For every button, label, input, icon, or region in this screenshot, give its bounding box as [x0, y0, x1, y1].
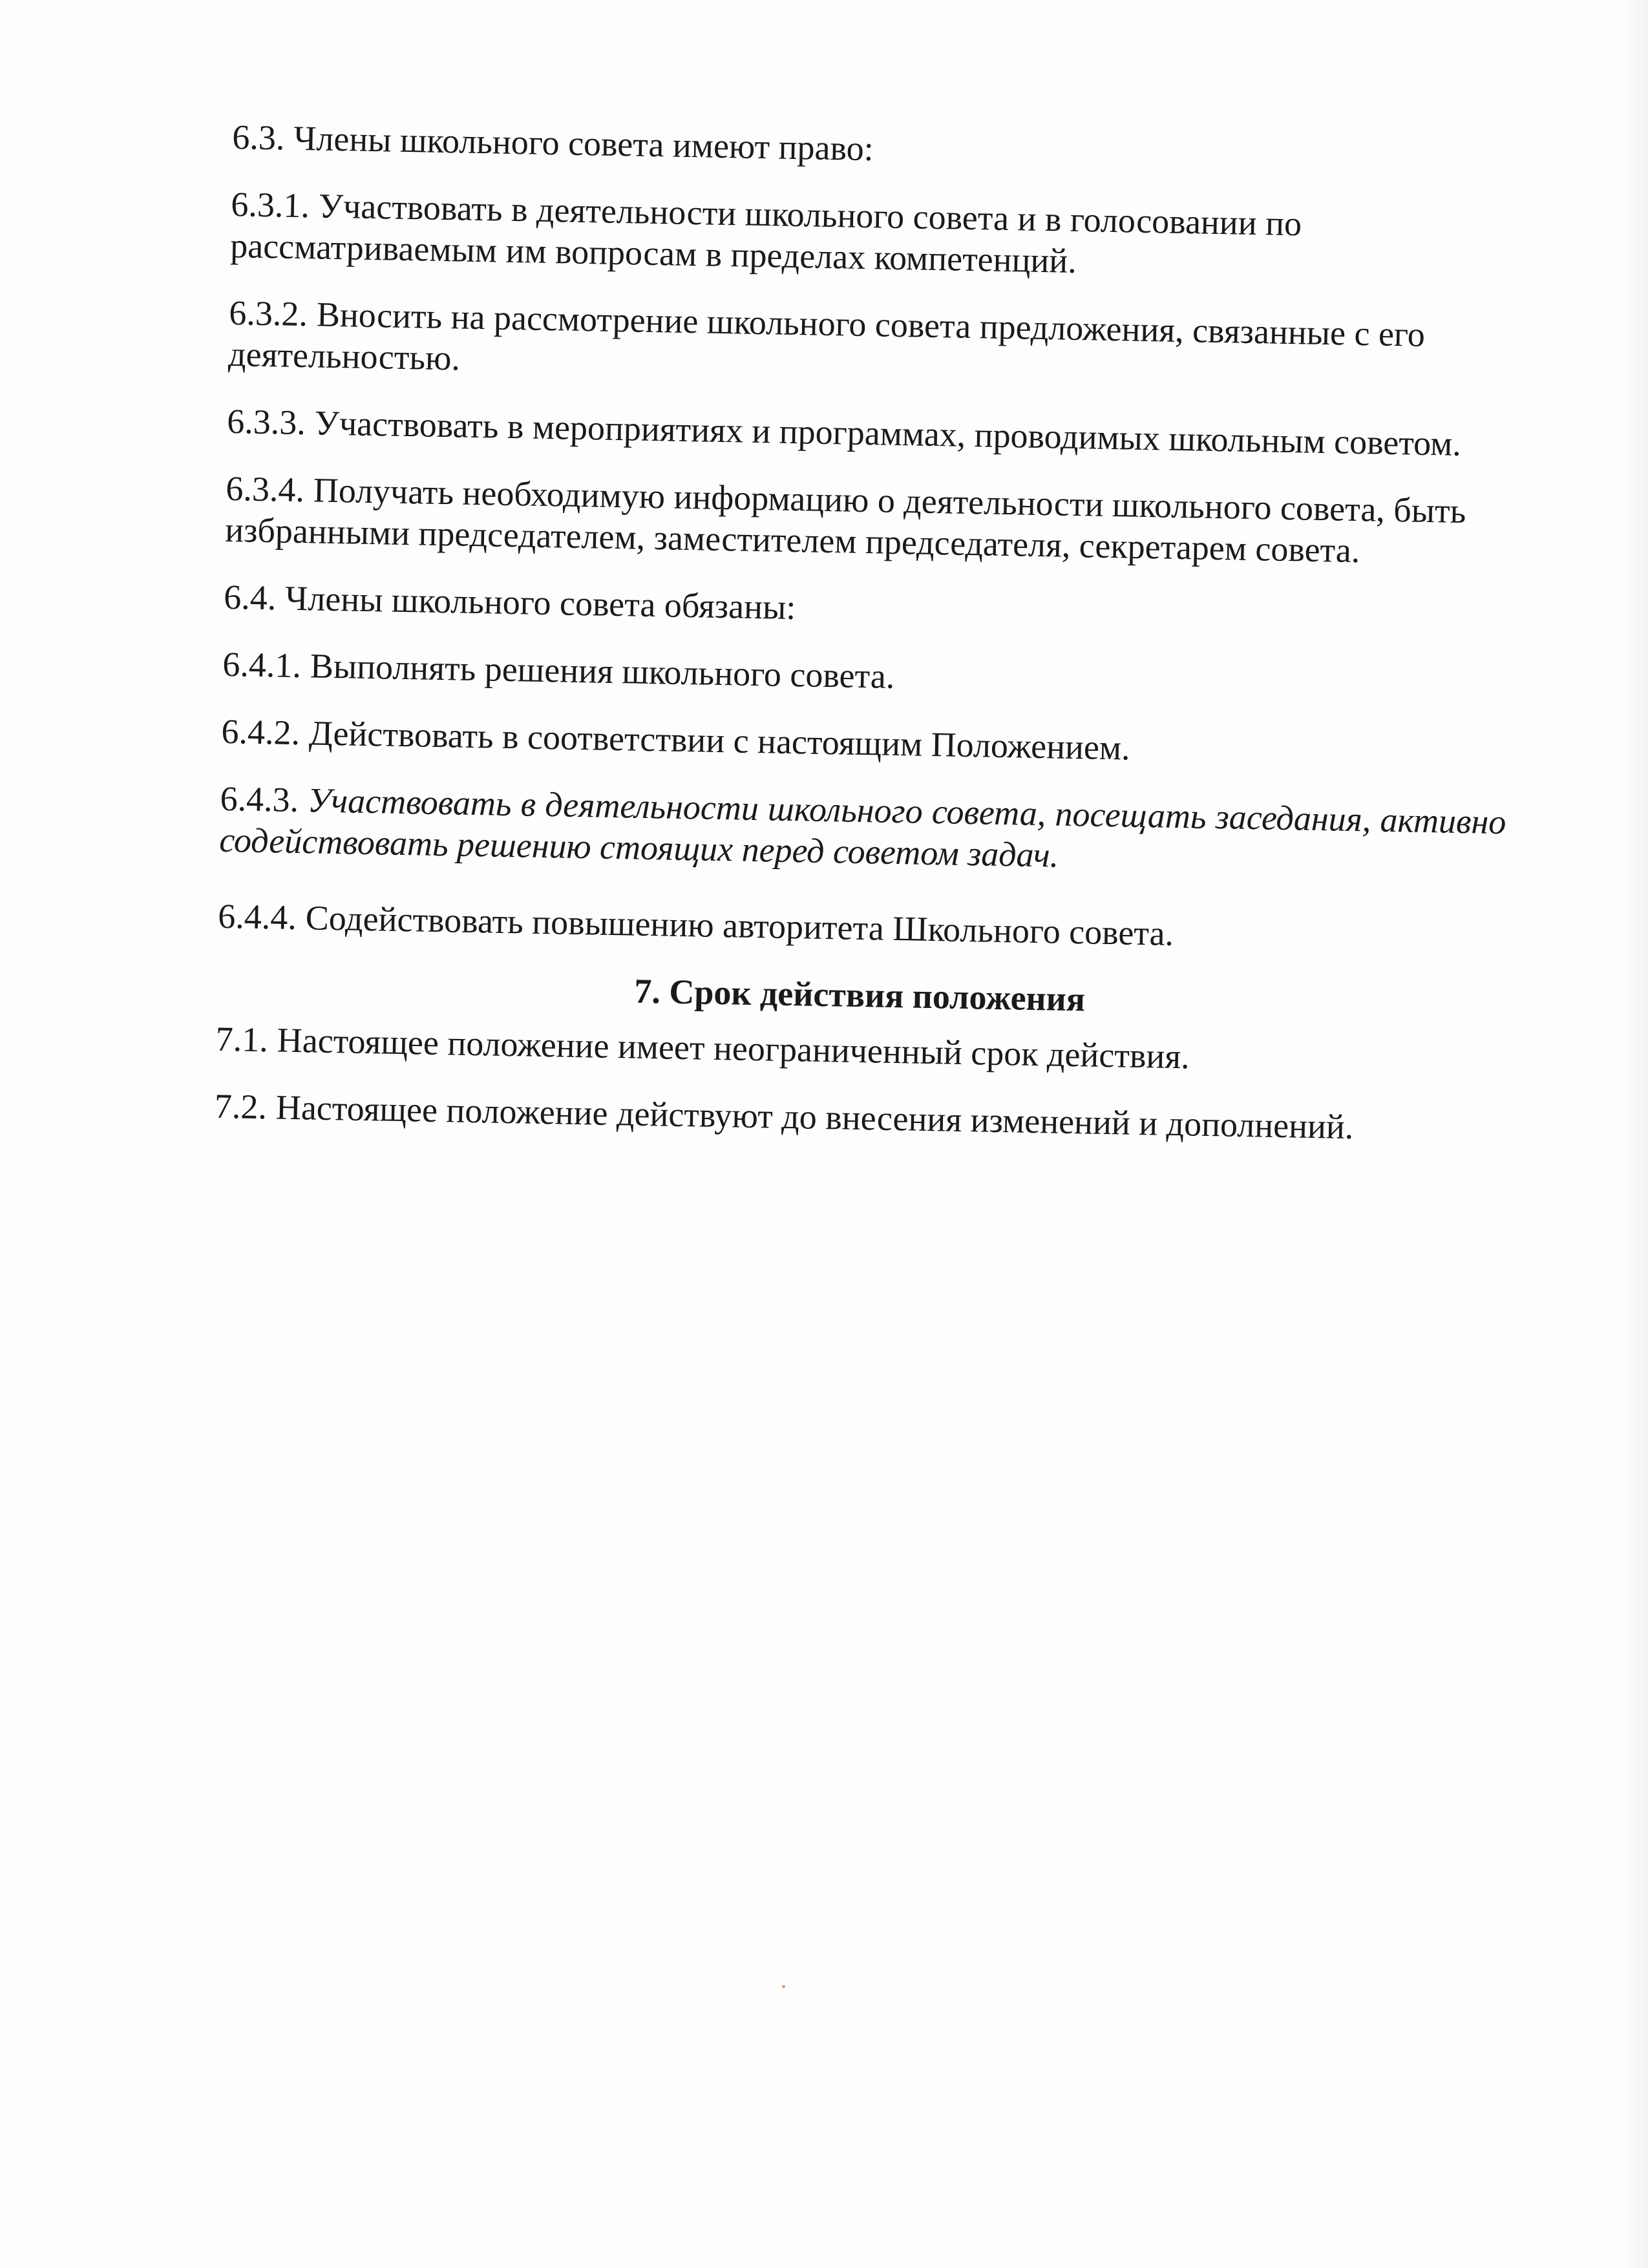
paragraph-6-3-4 — [225, 468, 1512, 574]
paragraph-text: Действовать в соответствии с настоящим Положением. — [308, 713, 1131, 768]
paragraph-text: Участвовать в деятельности школьного совета, посещать заседания, активно содействовать решению стоящих перед советом задач. — [218, 781, 1506, 875]
paragraph-number: 6.3. — [231, 117, 285, 158]
paragraph-number: 6.3.3. — [226, 401, 306, 443]
paragraph-6-4-2 — [221, 711, 1508, 775]
scan-speck — [782, 1985, 785, 1988]
document-body — [214, 116, 1519, 1176]
section-heading: 7. Срок действия положения — [633, 971, 1086, 1019]
scan-edge-shadow — [1622, 0, 1648, 2268]
paragraph-number: 6.3.1. — [230, 184, 310, 226]
paragraph-number: 7.1. — [215, 1019, 269, 1060]
paragraph-7-2 — [214, 1086, 1501, 1150]
paragraph-text: Содействовать повышению авторитета Школьного совета. — [305, 898, 1174, 953]
paragraph-number: 6.4.3. — [220, 779, 299, 820]
paragraph-6-4-4 — [218, 896, 1505, 960]
paragraph-6-4-3 — [219, 778, 1506, 884]
paragraph-text: Настоящее положение действуют до внесения изменений и дополнений. — [275, 1087, 1354, 1147]
paragraph-6-3 — [232, 116, 1519, 181]
paragraph-number: 6.4.1. — [222, 644, 302, 686]
paragraph-6-3-2 — [228, 292, 1516, 398]
paragraph-text: Участвовать в мероприятиях и программах, проводимых школьным советом. — [314, 403, 1462, 463]
paragraph-6-4 — [224, 576, 1510, 641]
paragraph-text: Вносить на рассмотрение школьного совета предложения, связанные с его деятельностью. — [227, 295, 1426, 378]
paragraph-number: 7.2. — [214, 1086, 268, 1127]
paragraph-7-1 — [215, 1018, 1502, 1083]
paragraph-6-4-1 — [222, 644, 1509, 708]
paragraph-6-3-1 — [230, 184, 1517, 289]
paragraph-number: 6.4.4. — [217, 896, 297, 938]
paragraph-text: Выполнять решения школьного совета. — [310, 646, 895, 696]
paragraph-6-3-3 — [227, 401, 1514, 465]
paragraph-number: 6.3.4. — [225, 468, 305, 510]
paragraph-number: 6.3.2. — [228, 293, 308, 334]
paragraph-text: Члены школьного совета обязаны: — [284, 578, 796, 627]
paragraph-text: Настоящее положение имеет неограниченный срок действия. — [277, 1020, 1190, 1076]
paragraph-text: Члены школьного совета имеют право: — [293, 118, 874, 169]
paragraph-text: Получать необходимую информацию о деятельности школьного совета, быть избранными председателем, заместителем председателя, секретарем совета. — [224, 470, 1466, 571]
paragraph-number: 6.4. — [223, 577, 277, 618]
paragraph-number: 6.4.2. — [221, 711, 301, 753]
paragraph-text: Участвовать в деятельности школьного совета и в голосовании по рассматриваемым им вопросам в пределах компетенций. — [229, 186, 1302, 280]
